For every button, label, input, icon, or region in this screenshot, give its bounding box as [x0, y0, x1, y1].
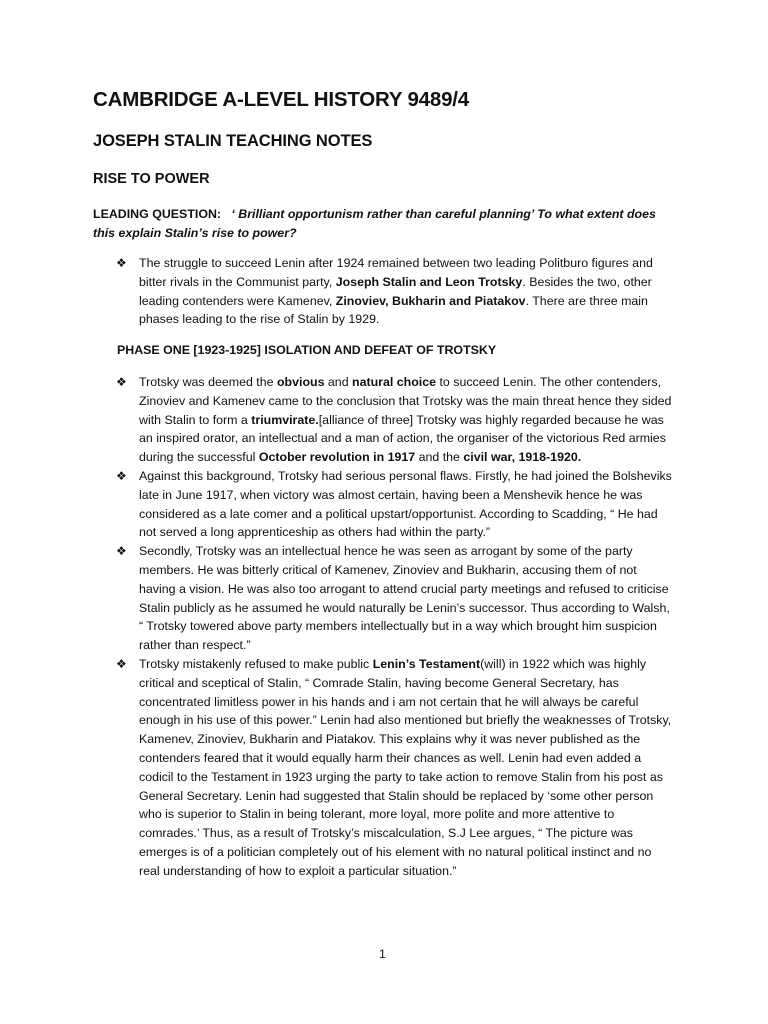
document-title: CAMBRIDGE A-LEVEL HISTORY 9489/4: [93, 88, 469, 111]
list-item: ❖ Trotsky mistakenly refused to make public Lenin’s Testament(will) in 1922 which was highly critical and sceptical of Stalin, “ Comrade Stalin, having become General Secretary, has concentrated limitless power in his hands and i am not certain that he will always be careful enough in his use of this power.” Lenin had also mentioned but briefly the weaknesses of Trotsky, Kamenev, Zinoviev, Bukharin and Piatakov. This explains why it was never published as the contenders feared that it would equally harm their chances as well. Lenin had even added a codicil to the Testament in 1923 urging the party to take action to remove Stalin from his post as General Secretary. Lenin had suggested that Stalin should be replaced by ‘some other person who is superior to Stalin in being tolerant, more loyal, more polite and more attentive to comrades.’ Thus, as a result of Trotsky’s miscalculation, S.J Lee argues, “ The picture was emerges is of a politician completely out of his element with no natural political instinct and no real understanding of how to exploit a particular situation.”: [116, 656, 672, 878]
bullet-diamond-icon: ❖: [116, 256, 127, 270]
bullet-diamond-icon: ❖: [116, 656, 127, 671]
bullet-diamond-icon: ❖: [116, 544, 127, 559]
list-item: ❖ Secondly, Trotsky was an intellectual hence he was seen as arrogant by some of the party members. He was bitterly critical of Kamenev, Zinoviev and Bukharin, accusing them of not having a vision. He was also too arrogant to attend crucial party meetings and refused to criticise Stalin publicly as he assumed he would naturally be Lenin’s successor. Thus according to Walsh, “ Trotsky towered above party members intellectually but in a way which brought him suspicion rather than respect.”: [116, 544, 670, 653]
section-heading: RISE TO POWER: [93, 171, 210, 187]
document-subtitle: JOSEPH STALIN TEACHING NOTES: [93, 132, 373, 150]
leading-question-label: LEADING QUESTION:: [93, 207, 222, 221]
intro-list: [0, 254, 768, 329]
leading-question: [93, 205, 673, 243]
list-item: ❖ Trotsky was deemed the obvious and natural choice to succeed Lenin. The other contenders, Zinoviev and Kamenev came to the conclusion that Trotsky was the main threat hence they sided with Stalin to form a triumvirate.[alliance of three] Trotsky was highly regarded because he was an inspired orator, an intellectual and a man of action, the organiser of the victorious Red armies during the successful October revolution in 1917 and the civil war, 1918-1920.: [116, 375, 672, 465]
leading-question-text: ‘ Brilliant opportunism rather than careful planning’ To what extent does this explain Stalin’s rise to power?: [93, 207, 656, 240]
phase-one-list: [0, 373, 768, 881]
list-item: ❖ Against this background, Trotsky had serious personal flaws. Firstly, he had joined the Bolsheviks late in June 1917, when victory was almost certain, having been a Menshevik hence he was considered as a late comer and a political upstart/opportunist. According to Scadding, “ He had not served a long apprenticeship as others had within the party.”: [116, 468, 672, 540]
list-item: ❖ The struggle to succeed Lenin after 1924 remained between two leading Politburo figures and bitter rivals in the Communist party, Joseph Stalin and Leon Trotsky. Besides the two, other leading contenders were Kamenev, Zinoviev, Bukharin and Piatakov. There are three main phases leading to the rise of Stalin by 1929.: [116, 256, 653, 327]
page-number: 1: [379, 947, 386, 961]
bullet-diamond-icon: ❖: [116, 468, 127, 483]
bullet-diamond-icon: ❖: [116, 375, 127, 389]
phase-heading: PHASE ONE [1923-1925] ISOLATION AND DEFEAT OF TROTSKY: [117, 343, 497, 357]
